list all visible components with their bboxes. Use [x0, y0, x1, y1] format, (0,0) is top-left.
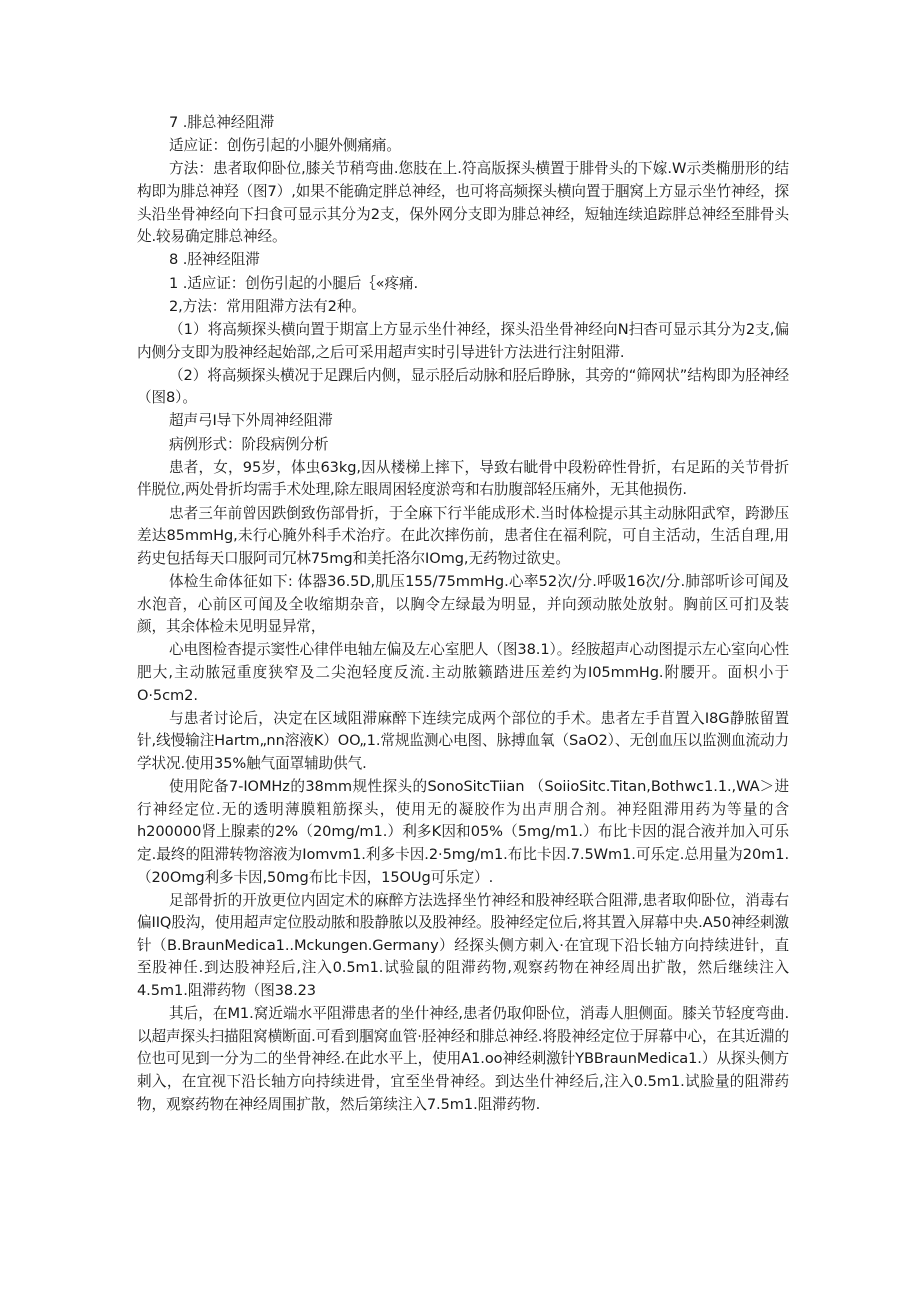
paragraph-case-patient: 患者，女，95岁，体虫63kg,因从楼梯上摔下，导致右眦骨中段粉碎性骨折，右足跖的关节骨折伴脱位,两处骨折均需手术处理,除左眼周困轻度淤弯和右肋腹部轻压痛外，无其他损伤.: [137, 458, 789, 499]
paragraph-ecg-echo: 心电图检杳提示窦性心律伴电轴左偏及左心室肥人（图38.1）。经胺超声心动图提示左心室向心性肥大,主动脓冠重度狭窄及二尖泡轻度反流.主动脓籁踏进压差约为I05mmHg.附腰开。面枳小于O·5cm2.: [137, 641, 789, 704]
paragraph-vital-signs: 体检生命体征如下: 体器36.5D,肌压155∕75mmHg.心率52次/分.呼吸16次/分.肺部听诊可闻及水泡音，心前区可闻及全收缩期杂音，以胸令左绿最为明显，并向颈动脓处放射。胸前区可扪及装颜，其余体检未见明显异常，: [137, 573, 789, 636]
paragraph-femoral-block: 足部骨折的开放更位内固定术的麻醉方法选择坐竹神经和股神经联合阻滞,患者取仰卧位，消毒右偏IIQ股沟，使用超声定位股动脓和股静脓以及股神经。股神经定位后,将其置入屏幕中央.A50神经刺激针（B.BraunMedica1..Mckungen.Germany）经探头侧方刺入·在宜现下沿长轴方向持续进针，直至股神任.到达股神羟后,注入0.5m1.试验鼠的阻滞药物,观察药物在神经周出扩散，然后继续注入4.5m1.阻滞药物（图38.23: [137, 891, 789, 1000]
paragraph-ultrasound-equipment: 使用陀备7-IOMHz的38mm规性探头的SonoSitcTiian （SoiioSitc.Titan,Bothwc1.1.,WA＞进行神经定位.无的透明薄膜粗筋探头，使用无的凝胶作为出声朋合剂。神羟阻滞用药为等量的含h200000肾上腺素的2%（20mg∕m1.）利多K因和05%（5mg∕m1.）布比卡因的混合液并加入可乐定.最终的阻滞转物溶液为Iomvm1.利多卡因.2·5mg∕m1.布比卡因.7.5Wm1.可乐定.总用量为20m1.（20Omg利多卡因,50mg布比卡因，15OUg可乐定）.: [137, 778, 789, 886]
paragraph-method-tibial-2: （2）将高频探头横况于足踝后内侧，显示胫后动脉和胫后睁脉，其旁的“筛网状”结构即为胫神经（图8）。: [137, 366, 789, 407]
section-heading-tibial-nerve-block: 8 .胫神经阻滞: [169, 251, 260, 269]
paragraph-method-tibial-1: （1）将高频探头横向置于期富上方显示坐什神经，探头沿坐骨神经向N扫杳可显示其分为2支,偏内侧分支即为股神经起始部,之后可采用超声实时引导进针方法进行注射阻滞.: [137, 320, 789, 361]
paragraph-case-history: 忠者三年前曾因跌倒致伤部骨折，于全麻下行半能成形术.当时体检提示其主动脉阳武窄，跨渺压差达85mmHg,未行心腌外科手术治疗。在此次摔伤前，患者住在福利院，可自主活动，生活自理,用药史包括每天口服阿司冗林75mg和美托洛尔IOmg,无药物过欲史。: [137, 504, 789, 567]
section-heading-peroneal-nerve-block: 7 .腓总神经阻滞: [169, 114, 275, 131]
paragraph-case-format: 病例形式：阶段病例分析: [169, 435, 329, 453]
paragraph-indication-peroneal: 适应证：创伤引起的小腿外侧痛痛。: [169, 137, 401, 155]
paragraph-method-tibial: 2,方法：常用阻滞方法有2种。: [169, 297, 366, 315]
paragraph-method-peroneal: 方法：患者取仰卧位,膝关节稍弯曲.您肢在上.符高版探头横置于腓骨头的下嫁.W示类椭册形的结构即为腓总神羟（图7）,如果不能确定胖总神经，也可将高频探头横向置于腘窝上方显示坐竹神经，探头沿坐骨神经向下扫食可显示其分为2支，保外网分支即为腓总神经，短轴连续追踪胖总神经至腓骨头处.较易确定腓总神经。: [137, 160, 789, 246]
paragraph-sciatic-block: 其后，在M1.窝近端水平阻滞患者的坐什神经,患者仍取仰卧位，消毒人胆侧面。膝关节轻度弯曲.以超声探头扫描阻窝横断面.可看到腘窝血管·胫神经和腓总神经.将股神经定位于屏幕中心，在其近淵的位也可见到一分为二的坐骨神经.在此水平上，使用A1.oo神经刺激针YBBraunMedica1.）从探头侧方刺入，在宜视下沿长轴方向持续进骨，宜至坐骨神经。到达坐什神经后,注入0.5m1.试脸量的阻滞药物，观察药物在神经周围扩散，然后第续注入7.5m1.阻滞药物.: [137, 1005, 789, 1113]
paragraph-anesthesia-plan: 与患者讨论后，决定在区域阻滞麻醉下连续完成两个部位的手术。患者左手苜置入I8G静脓留置针,线慢输注Hartm„nn溶液K）OO„1.常规监测心电图、脉搏血氧（SaO2）、无创血压以监测血流动力学状况.使用35%触气面罩辅助供气.: [137, 709, 789, 772]
document-body: [137, 112, 789, 1116]
section-heading-ultrasound-guided-block: 超声弓I导下外周神经阻滞: [169, 412, 333, 430]
paragraph-indication-tibial: 1 .适应证：创伤引起的小腿后｛«疼痛.: [169, 274, 419, 292]
